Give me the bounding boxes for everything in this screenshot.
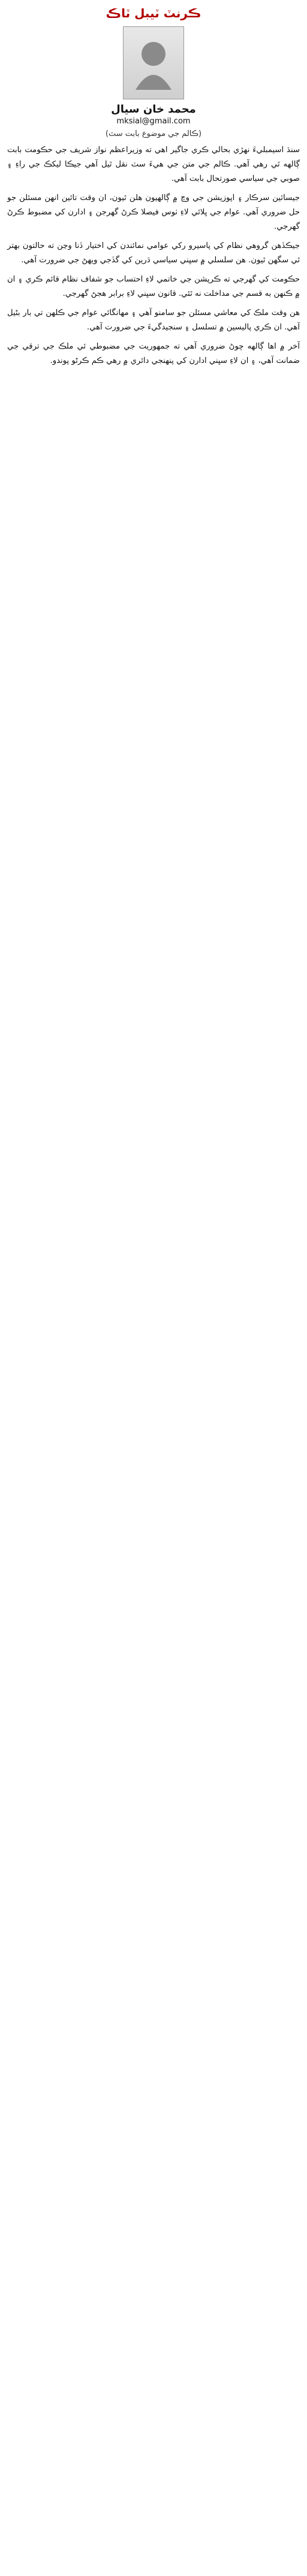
author-photo bbox=[123, 26, 184, 99]
article-paragraph: آخر ۾ اها ڳالهه چوڻ ضروري آهي ته جمهوريت جي مضبوطي ئي ملڪ جي ترقي جي ضمانت آهي، ۽ ان لاءِ سڀني ادارن کي پنهنجي دائري ۾ رهي ڪم ڪرڻو پوندو. bbox=[7, 342, 300, 365]
article-paragraph: جيسائين سرڪار ۽ اپوزيشن جي وچ ۾ ڳالهيون هلن ٿيون، ان وقت تائين انهن مسئلن جو حل ضروري آهي. عوام جي ڀلائي لاءِ ٺوس فيصلا ڪرڻ گهرجن ۽ ادارن کي مضبوط ڪرڻ گهرجي. bbox=[7, 193, 300, 231]
article-paragraph: حڪومت کي گهرجي ته ڪرپشن جي خاتمي لاءِ احتساب جو شفاف نظام قائم ڪري ۽ ان ۾ ڪنهن به قسم جي مداخلت نه ٿئي. قانون سڀني لاءِ برابر هجڻ گهرجي. bbox=[7, 275, 300, 298]
column-masthead bbox=[0, 0, 307, 138]
person-silhouette-icon bbox=[133, 36, 174, 90]
author-email[interactable]: mksial@gmail.com bbox=[116, 117, 191, 126]
column-title: ڪرنٽ ٽيبل ٽاڪ bbox=[106, 6, 201, 20]
article-body bbox=[0, 143, 307, 368]
column-tagline: (ڪالم جي موضوع بابت سٽ) bbox=[105, 129, 202, 138]
article-paragraph: جيڪڏهن گروهي نظام کي پاسيرو رکي عوامي نمائندن کي اختيار ڏنا وڃن ته حالتون بهتر ٿي سگهن ٿيون. هن سلسلي ۾ سڀني سياسي ڌرين کي گڏجي ويهڻ جي ضرورت آهي. bbox=[7, 241, 300, 265]
article-paragraph: هن وقت ملڪ کي معاشي مسئلن جو سامنو آهي ۽ مهانگائي عوام جي ڪلهن تي بار بڻيل آهي. ان ڪري پاليسين ۾ تسلسل ۽ سنجيدگيءَ جي ضرورت آهي. bbox=[7, 308, 300, 332]
article-paragraph: سنڌ اسيمبليءَ نهڙي بحالي ڪري جاگير اهي ته وزيراعظم نواز شريف جي حڪومت بابت ڳالهه ٿي رهي آهي. ڪالم جي متن جي هيءَ سٽ نقل ٿيل آهي جيڪا ليکڪ جي راءِ ۽ صوبي جي سياسي صورتحال بابت آهي. bbox=[7, 146, 300, 183]
author-name: محمد خان سيال bbox=[111, 103, 196, 116]
